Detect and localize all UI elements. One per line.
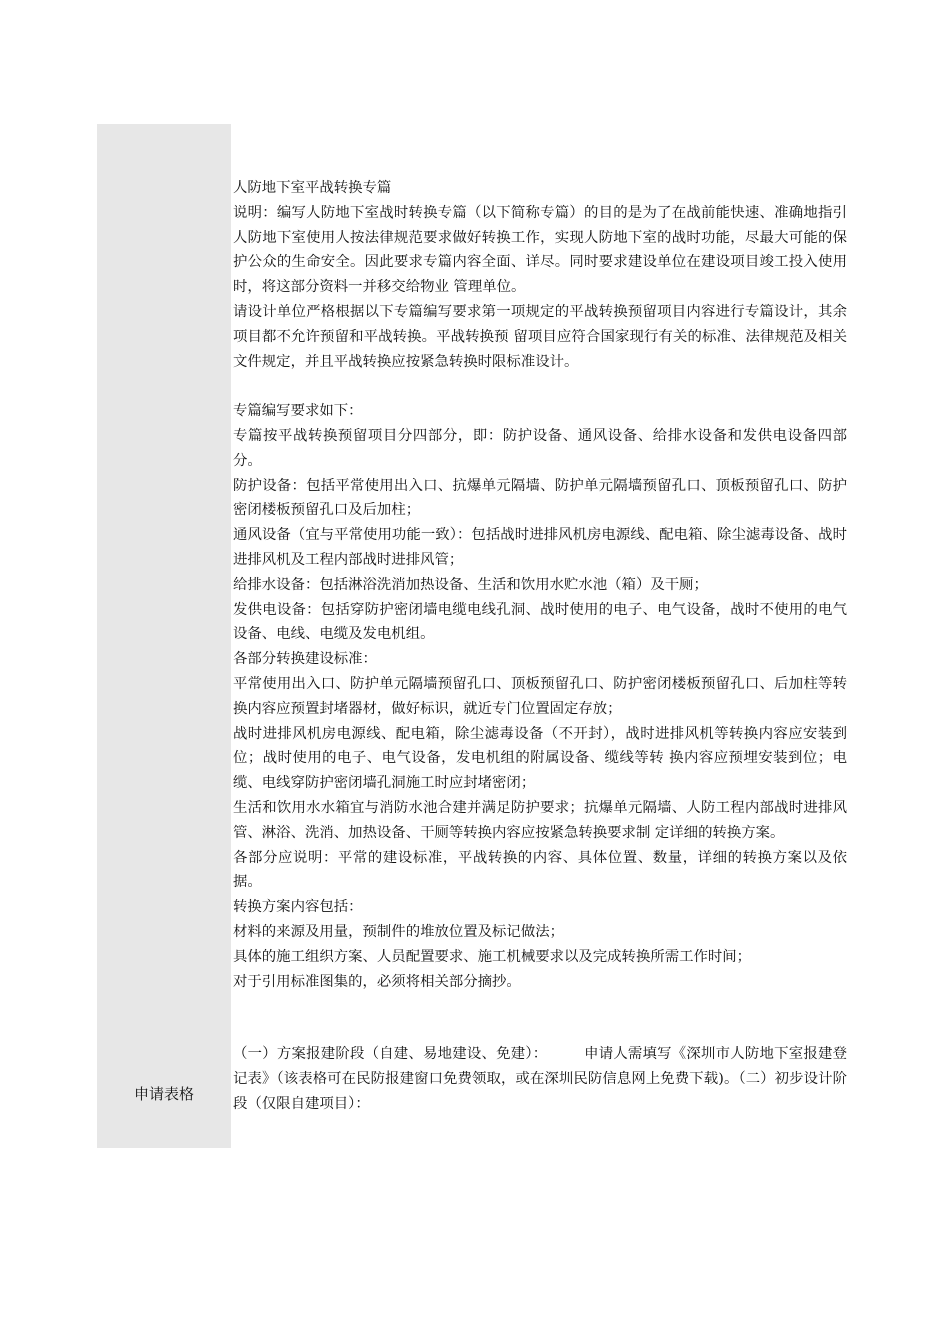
requirement-paragraph: 通风设备（宜与平常使用功能一致）：包括战时进排风机房电源线、配电箱、除尘滤毒设备、战时进排风机及工程内部战时进排风管； (233, 527, 847, 568)
application-text: （一）方案报建阶段（自建、易地建设、免建）： 申请人需填写《深圳市人防地下室报建登记表》（该表格可在民防报建窗口免费领取，或在深圳民防信息网上免费下载)。（二）初步设计阶段（仅限自建项目）： (233, 1046, 847, 1112)
requirement-paragraph: 发供电设备：包括穿防护密闭墙电缆电线孔洞、战时使用的电子、电气设备，战时不使用的电气设备、电线、电缆及发电机组。 (233, 601, 847, 643)
requirement-paragraph: 防护设备：包括平常使用出入口、抗爆单元隔墙、防护单元隔墙预留孔口、顶板预留孔口、防护密闭楼板预留孔口及后加柱； (233, 477, 847, 519)
intro-paragraph: 说明：编写人防地下室战时转换专篇（以下简称专篇）的目的是为了在战前能快速、准确地指引人防地下室使用人按法律规范要求做好转换工作，实现人防地下室的战时功能，尽最大可能的保护公众的生命安全。因此要求专篇内容全面、详尽。同时要求建设单位在建设项目竣工投入使用时，将这部分资料一并移交给物业 管理单位。 (233, 204, 847, 296)
requirement-paragraph: 各部分转换建设标准： (233, 651, 377, 668)
requirement-paragraph: 转换方案内容包括： (233, 899, 363, 916)
requirement-paragraph: 给排水设备：包括淋浴洗消加热设备、生活和饮用水贮水池（箱）及干厕； (233, 576, 708, 593)
requirement-paragraph: 具体的施工组织方案、人员配置要求、施工机械要求以及完成转换所需工作时间； (233, 948, 752, 965)
content-block (233, 176, 847, 994)
requirement-paragraph: 生活和饮用水水箱宜与消防水池合建并满足防护要求；抗爆单元隔墙、人防工程内部战时进排风管、淋浴、洗消、加热设备、干厕等转换内容应按紧急转换要求制 定详细的转换方案。 (233, 799, 847, 841)
row-label: 申请表格 (133, 1085, 194, 1103)
requirement-paragraph: 平常使用出入口、防护单元隔墙预留孔口、顶板预留孔口、防护密闭楼板预留孔口、后加柱等转换内容应预置封堵器材，做好标识，就近专门位置固定存放； (233, 675, 847, 717)
requirements-heading: 专篇编写要求如下： (233, 403, 363, 420)
requirement-paragraph: 战时进排风机房电源线、配电箱，除尘滤毒设备（不开封），战时进排风机等转换内容应安装到位；战时使用的电子、电气设备，发电机组的附属设备、缆线等转 换内容应预埋安装到位；电缆、电线穿防护密闭墙孔洞施工时应封堵密闭； (233, 725, 847, 792)
requirement-paragraph: 对于引用标准图集的，必须将相关部分摘抄。 (233, 973, 521, 990)
section-title: 人防地下室平战转换专篇 (233, 180, 392, 196)
label-cell (97, 124, 231, 1148)
requirement-paragraph: 专篇按平战转换预留项目分四部分，即：防护设备、通风设备、给排水设备和发供电设备四部分。 (233, 427, 847, 469)
content-cell (231, 124, 850, 1148)
requirement-paragraph: 各部分应说明：平常的建设标准，平战转换的内容、具体位置、数量，详细的转换方案以及依据。 (233, 849, 847, 891)
intro-paragraph: 请设计单位严格根据以下专篇编写要求第一项规定的平战转换预留项目内容进行专篇设计，其余项目都不允许预留和平战转换。平战转换预 留项目应符合国家现行有关的标准、法律规范及相关文件规定，并且平战转换应按紧急转换时限标准设计。 (233, 303, 847, 370)
requirement-paragraph: 材料的来源及用量，预制件的堆放位置及标记做法； (233, 923, 564, 940)
info-table (97, 124, 850, 1148)
